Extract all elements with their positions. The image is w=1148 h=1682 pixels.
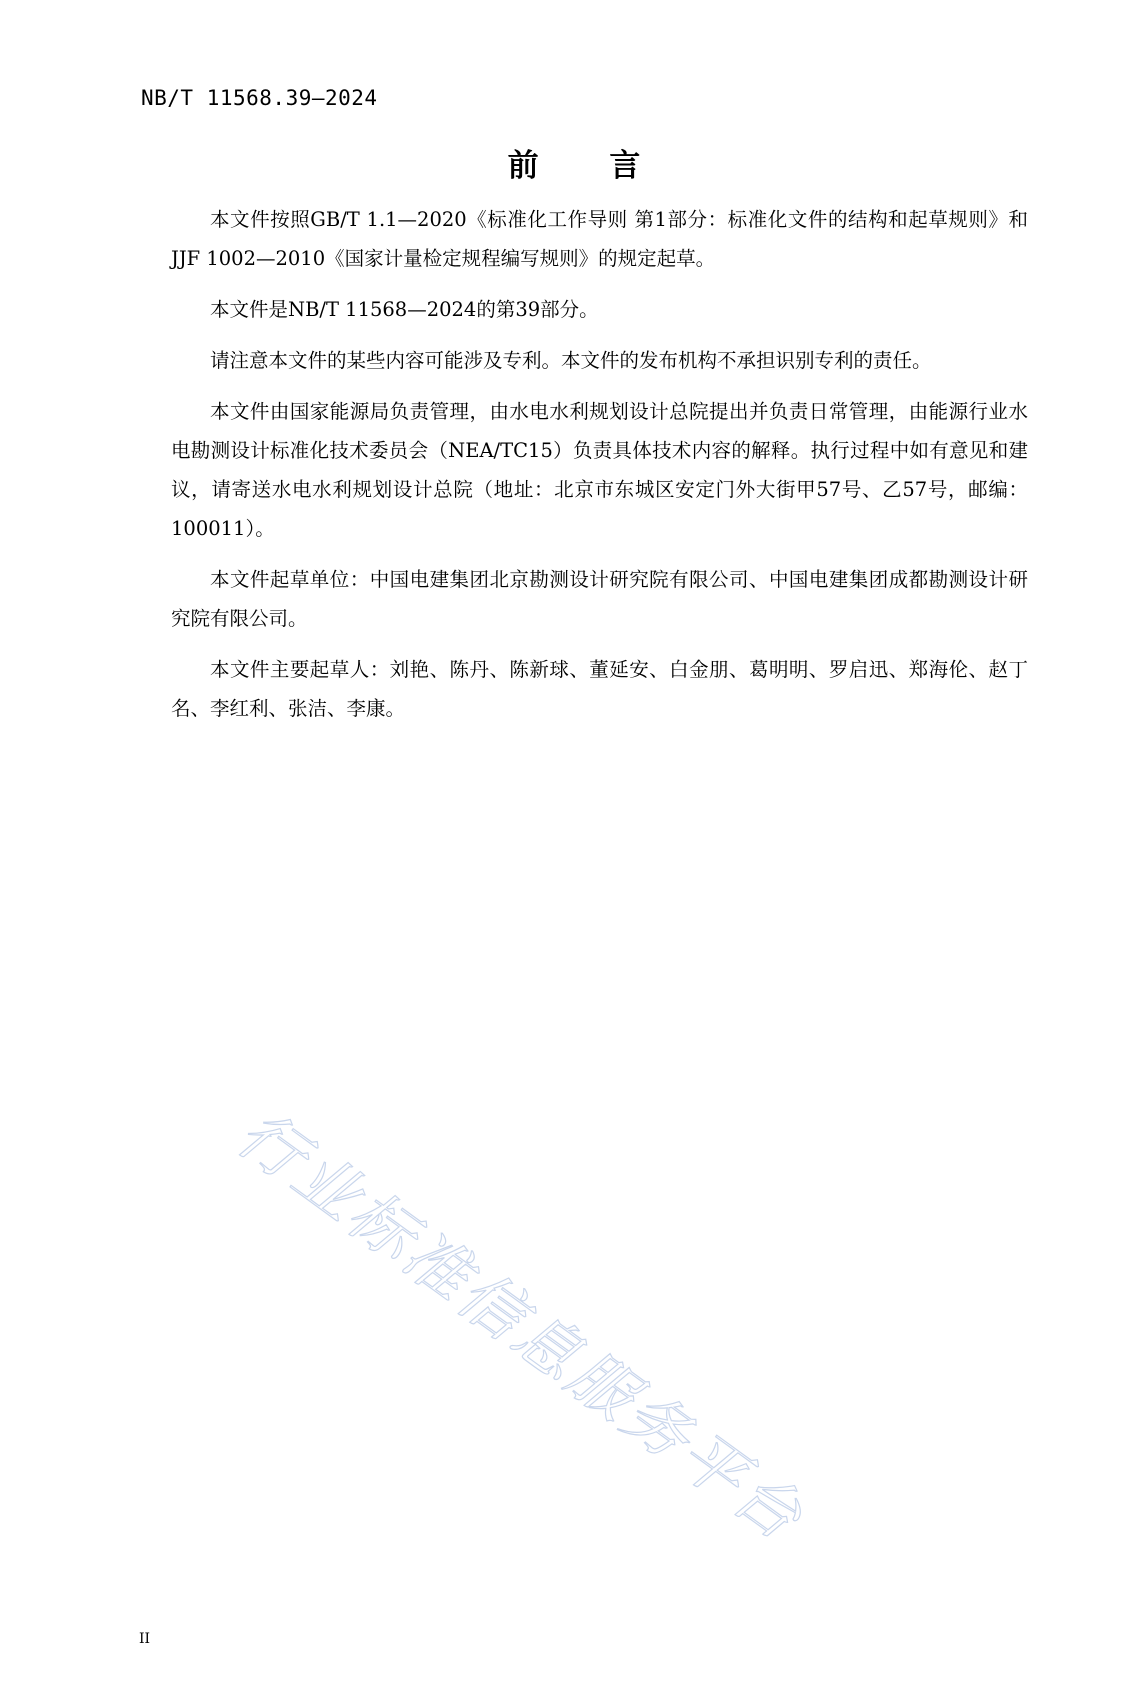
foreword-body — [171, 200, 1028, 740]
foreword-title: 前 言 — [507, 148, 671, 184]
watermark: 行业标准信息服务平台 — [223, 1097, 818, 1557]
paragraph-patent-notice: 请注意本文件的某些内容可能涉及专利。本文件的发布机构不承担识别专利的责任。 — [210, 349, 932, 372]
paragraph-part-number: 本文件是NB/T 11568—2024的第39部分。 — [210, 298, 599, 321]
paragraph-drafting-rules: 本文件按照GB/T 1.1—2020《标准化工作导则 第1部分：标准化文件的结构和起草规则》和JJF 1002—2010《国家计量检定规程编写规则》的规定起草。 — [171, 208, 1028, 270]
document-code: NB/T 11568.39—2024 — [141, 86, 378, 110]
paragraph-responsibility: 本文件由国家能源局负责管理，由水电水利规划设计总院提出并负责日常管理，由能源行业水电勘测设计标准化技术委员会（NEA/TC15）负责具体技术内容的解释。执行过程中如有意见和建议，请寄送水电水利规划设计总院（地址：北京市东城区安定门外大街甲57号、乙57号，邮编：100011）。 — [171, 400, 1028, 540]
page-number: II — [139, 1631, 151, 1647]
paragraph-drafters: 本文件主要起草人：刘艳、陈丹、陈新球、董延安、白金朋、葛明明、罗启迅、郑海伦、赵丁名、李红利、张洁、李康。 — [171, 658, 1028, 720]
paragraph-drafting-units: 本文件起草单位：中国电建集团北京勘测设计研究院有限公司、中国电建集团成都勘测设计研究院有限公司。 — [171, 568, 1028, 630]
